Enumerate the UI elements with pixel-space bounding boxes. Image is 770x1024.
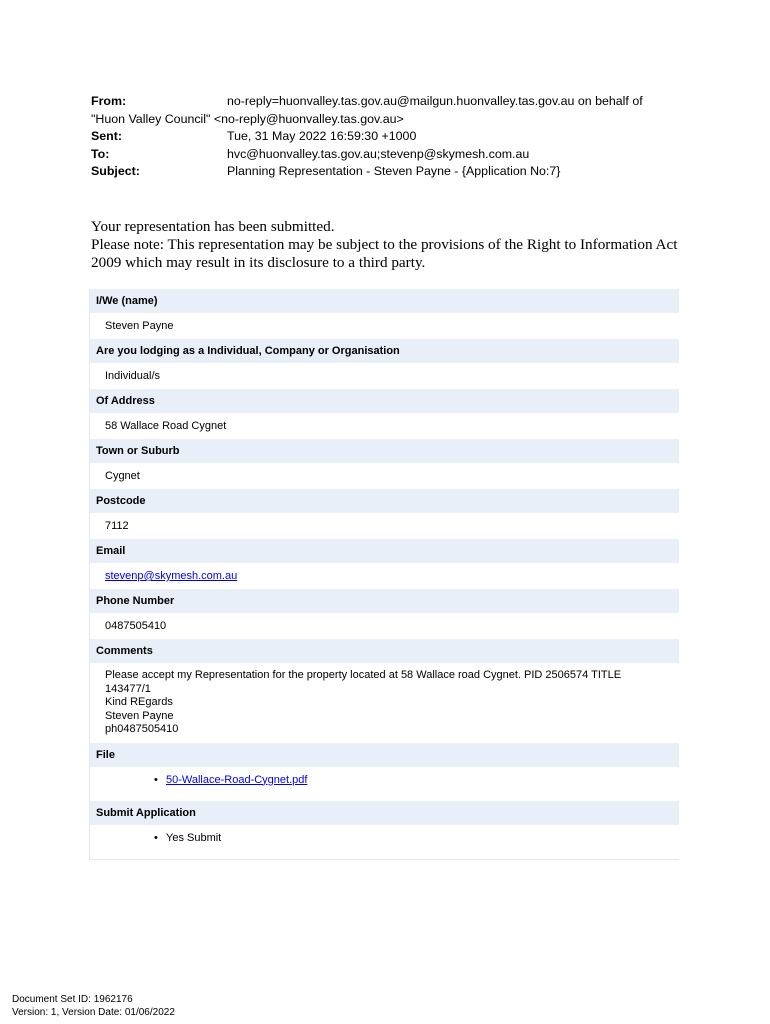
submission-notice (91, 218, 691, 271)
notice-line-3: 2009 which may result in its disclosure to a third party. (91, 253, 426, 271)
file-answer (90, 767, 679, 801)
lodging-question: Are you lodging as a Individual, Company or Organisation (90, 339, 679, 363)
version-info: Version: 1, Version Date: 01/06/2022 (12, 1007, 175, 1018)
file-question: File (90, 743, 679, 767)
from-value: no-reply=huonvalley.tas.gov.au@mailgun.huonvalley.tas.gov.au on behalf of (227, 94, 643, 108)
notice-line-1: Your representation has been submitted. (91, 218, 335, 235)
phone-answer: 0487505410 (90, 613, 679, 639)
postcode-question: Postcode (90, 489, 679, 513)
postcode-answer: 7112 (90, 513, 679, 539)
file-list-item (154, 767, 679, 793)
sent-label: Sent: (91, 129, 122, 143)
submit-value: Yes Submit (166, 831, 222, 844)
name-answer: Steven Payne (90, 313, 679, 339)
submit-list (105, 825, 679, 851)
to-label: To: (91, 146, 110, 161)
comments-question: Comments (90, 639, 679, 663)
town-question: Town or Suburb (90, 439, 679, 463)
from-value-continued: "Huon Valley Council" <no-reply@huonvalley.tas.gov.au> (91, 111, 404, 126)
email-link[interactable]: stevenp@skymesh.com.au (105, 570, 238, 582)
phone-question: Phone Number (90, 589, 679, 613)
representation-form (89, 289, 679, 860)
subject-row (91, 163, 691, 181)
comments-line: 143477/1 (105, 682, 151, 695)
bullet-icon: • (154, 773, 158, 786)
from-row (91, 93, 691, 111)
comments-line: Please accept my Representation for the property located at 58 Wallace road Cygnet. PID 2506574 TITLE (105, 669, 622, 681)
lodging-answer: Individual/s (90, 363, 679, 389)
town-answer: Cygnet (90, 463, 679, 489)
sent-row (91, 128, 691, 146)
to-value: hvc@huonvalley.tas.gov.au;stevenp@skymesh.com.au (227, 146, 530, 161)
document-footer (12, 993, 175, 1019)
name-question: I/We (name) (90, 289, 679, 313)
submit-question: Submit Application (90, 801, 679, 825)
notice-line-2: Please note: This representation may be subject to the provisions of the Right to Information Act (91, 235, 678, 253)
subject-value: Planning Representation - Steven Payne - {Application No:7} (227, 164, 561, 178)
submit-list-item (154, 825, 679, 851)
email-question: Email (90, 539, 679, 563)
sent-value: Tue, 31 May 2022 16:59:30 +1000 (227, 129, 417, 143)
file-link[interactable]: 50-Wallace-Road-Cygnet.pdf (166, 773, 308, 786)
comments-line: ph0487505410 (105, 723, 179, 735)
comments-answer (90, 663, 679, 743)
document-set-id: Document Set ID: 1962176 (12, 994, 133, 1005)
comments-line: Steven Payne (105, 709, 174, 722)
from-label: From: (91, 94, 127, 108)
comments-line: Kind REgards (105, 696, 173, 708)
address-question: Of Address (90, 389, 679, 413)
file-list (105, 767, 679, 793)
email-header (91, 93, 691, 181)
to-row (91, 146, 691, 164)
submit-answer (90, 825, 679, 859)
subject-label: Subject: (91, 164, 140, 178)
address-answer: 58 Wallace Road Cygnet (90, 413, 679, 439)
bullet-icon: • (154, 831, 158, 844)
email-answer (90, 563, 679, 589)
